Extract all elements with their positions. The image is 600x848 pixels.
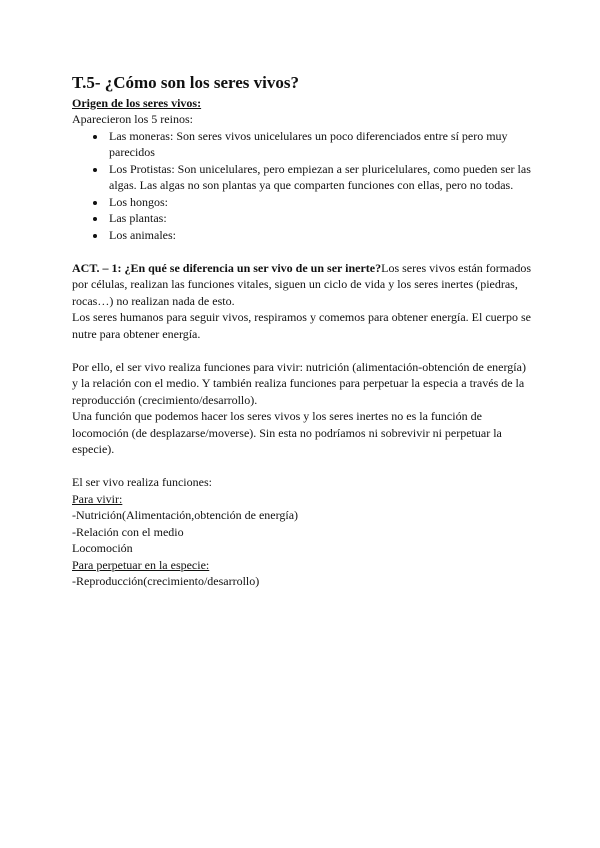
live-item: -Nutrición(Alimentación,obtención de energía) <box>72 508 299 522</box>
list-item: • Las moneras: Son seres vivos unicelulares un poco diferenciados entre sí pero muy parecidos <box>107 128 532 161</box>
page-title: T.5- ¿Cómo son los seres vivos? <box>72 73 299 92</box>
live-item: -Relación con el medio <box>72 524 184 539</box>
list-item: • Los animales: <box>107 227 532 244</box>
paragraph-functions: Por ello, el ser vivo realiza funciones para vivir: nutrición (alimentación-obtención de energía) y la relación con el medio. Y también realiza funciones para perpetuar la especia a través de la reproducción (crecimiento/desarrollo). <box>72 359 526 407</box>
functions-intro: El ser vivo realiza funciones: <box>72 475 212 489</box>
paragraph-locomotion: Una función que podemos hacer los seres vivos y los seres inertes no es la función de locomoción (de desplazarse/moverse). Sin esta no podríamos ni sobrevivir ni perpetuar la especie). <box>72 409 502 456</box>
list-item: • Los hongos: <box>107 194 532 211</box>
activity-question: ACT. – 1: ¿En qué se diferencia un ser vivo de un ser inerte? <box>72 260 382 275</box>
document-page <box>72 72 532 590</box>
list-item: • Las plantas: <box>107 210 532 227</box>
paragraph-energy: Los seres humanos para seguir vivos, respiramos y comemos para obtener energía. El cuerpo se nutre para obtener energía. <box>72 310 531 341</box>
kingdoms-list <box>72 128 532 244</box>
activity-paragraph <box>72 260 532 310</box>
activity-answer: Los seres vivos están formados por células, realizan las funciones vitales, siguen un ciclo de vida y los seres inertes (piedras, rocas…) no realizan nada de esto. <box>72 260 532 308</box>
origin-heading: Origen de los seres vivos: <box>72 96 202 110</box>
perpetuate-item: -Reproducción(crecimiento/desarrollo) <box>72 574 260 588</box>
list-item: • Los Protistas: Son unicelulares, pero empiezan a ser pluricelulares, como pueden ser las algas. Las algas no son plantas ya que comparten funciones con ellas, pero no todas. <box>107 161 532 194</box>
live-item: Locomoción <box>72 541 133 555</box>
perpetuate-heading: Para perpetuar en la especie: <box>72 557 210 572</box>
origin-intro: Aparecieron los 5 reinos: <box>72 112 193 126</box>
live-heading: Para vivir: <box>72 491 123 506</box>
